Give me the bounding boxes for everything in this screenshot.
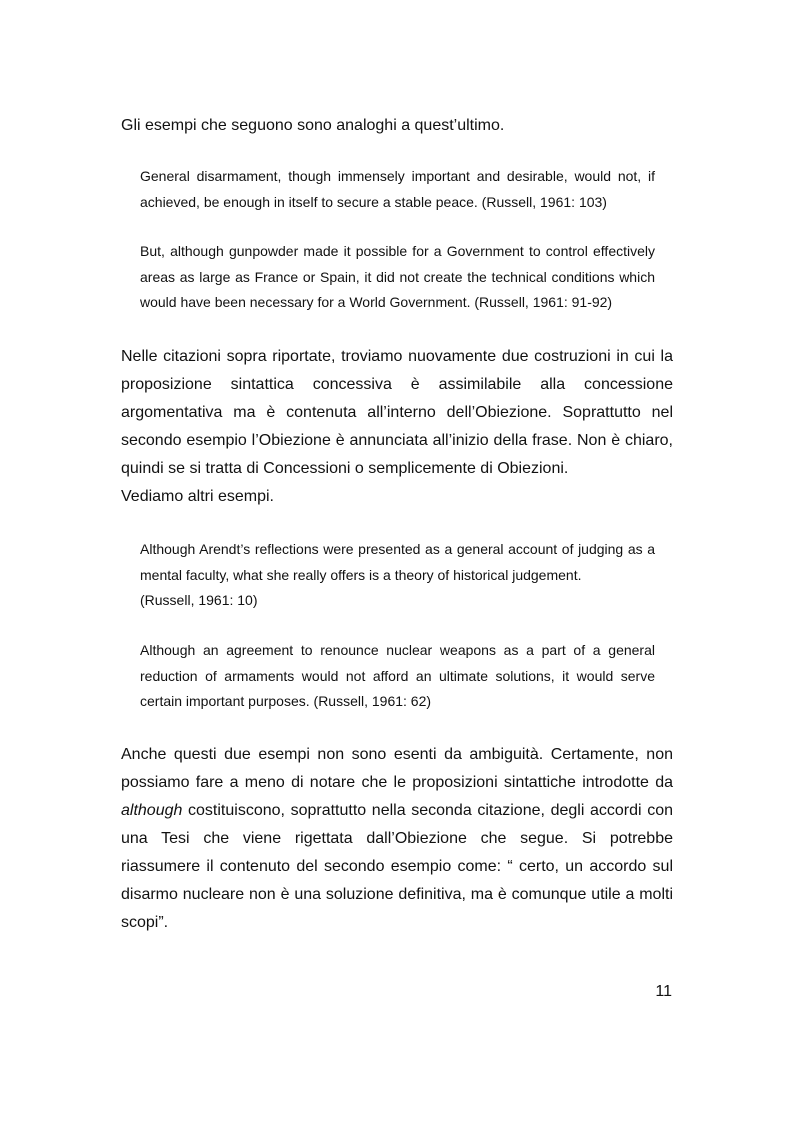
paragraph-text-end: costituiscono, soprattutto nella seconda citazione, degli accordi con una Tesi che viene rigettata dall’Obiezione che segue. Si potrebbe riassumere il contenuto del secondo esempio come: “ certo, un accordo sul disarmo nucleare non è una soluzione definitiva, ma è comunque utile a molti scopi”.: [121, 802, 673, 931]
intro-sentence: Gli esempi che seguono sono analoghi a quest’ultimo.: [121, 117, 505, 134]
quote-citation: (Russell, 1961: 10): [140, 592, 258, 608]
italic-term: although: [121, 802, 183, 819]
quote-arendt: [140, 537, 655, 614]
paragraph-analysis-1: [121, 343, 673, 511]
quote-gunpowder: But, although gunpowder made it possible for a Government to control effectively areas as large as France or Spain, it did not create the technical conditions which would have been necessary for a World Government. (Russell, 1961: 91-92): [140, 243, 655, 310]
quote-text: Although Arendt’s reflections were presented as a general account of judging as a mental faculty, what she really offers is a theory of historical judgement.: [140, 541, 655, 583]
page-number: 11: [655, 983, 672, 1000]
paragraph-analysis-2: [121, 741, 673, 937]
quote-nuclear-weapons: Although an agreement to renounce nuclear weapons as a part of a general reduction of armaments would not afford an ultimate solutions, it would serve certain important purposes. (Russell, 1961: 62): [140, 642, 655, 709]
paragraph-text: Nelle citazioni sopra riportate, troviamo nuovamente due costruzioni in cui la proposizione sintattica concessiva è assimilabile alla concessione argomentativa ma è contenuta all’interno dell’Obiezione. Soprattutto nel secondo esempio l’Obiezione è annunciata all’inizio della frase. Non è chiaro, quindi se si tratta di Concessioni o semplicemente di Obiezioni.: [121, 348, 673, 477]
quote-disarmament: General disarmament, though immensely important and desirable, would not, if achieved, be enough in itself to secure a stable peace. (Russell, 1961: 103): [140, 168, 655, 210]
paragraph-lead-in: Vediamo altri esempi.: [121, 488, 274, 505]
paragraph-text-start: Anche questi due esempi non sono esenti da ambiguità. Certamente, non possiamo fare a meno di notare che le proposizioni sintattiche introdotte da: [121, 746, 673, 791]
